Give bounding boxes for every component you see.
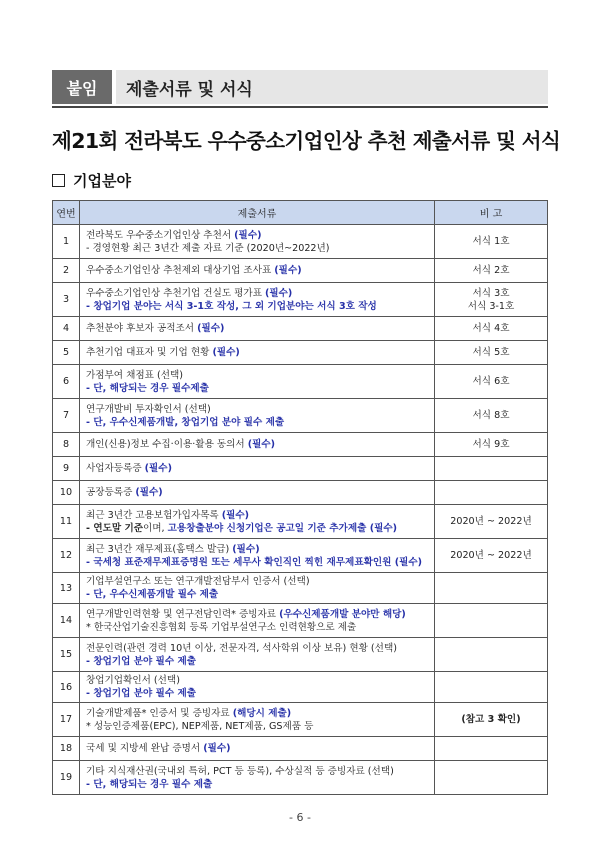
document-text: 공장등록증 (86, 487, 136, 498)
form-reference: 서식 3호 (472, 287, 510, 299)
row-number: 7 (53, 399, 80, 433)
document-text: 우수중소기업인상 추천기업 건실도 평가표 (86, 287, 266, 299)
document-cell (80, 317, 435, 341)
table-row (53, 672, 548, 703)
form-reference: 2020년 ~ 2022년 (450, 550, 532, 561)
document-line (86, 742, 428, 755)
document-line (86, 416, 428, 429)
appendix-header (52, 70, 548, 108)
document-line (86, 556, 428, 569)
document-line (86, 369, 428, 382)
table-row (53, 457, 548, 481)
requirement-text: - 단, 해당되는 경우 필수제출 (86, 382, 209, 394)
document-cell (80, 365, 435, 399)
form-reference: 서식 6호 (472, 376, 510, 387)
document-cell (80, 737, 435, 761)
document-cell (80, 341, 435, 365)
requirement-text: - 창업기업 분야 필수 제출 (86, 688, 197, 699)
table-row (53, 737, 548, 761)
appendix-title: 제출서류 및 서식 (126, 79, 253, 100)
document-cell (80, 604, 435, 638)
form-reference: 서식 5호 (472, 347, 510, 358)
document-cell (80, 283, 435, 317)
form-reference: 서식 2호 (472, 265, 510, 276)
requirement-text: - 창업기업 분야는 서식 3-1호 작성, 그 외 기업분야는 서식 3호 작성 (86, 300, 377, 312)
row-number: 2 (53, 259, 80, 283)
row-number: 16 (53, 672, 80, 703)
row-number: 8 (53, 433, 80, 457)
table-header-row (53, 201, 548, 225)
table-row (53, 365, 548, 399)
row-number: 6 (53, 365, 80, 399)
document-line (86, 608, 428, 621)
document-line (86, 522, 428, 535)
remark-cell (435, 365, 548, 399)
form-reference: (참고 3 확인) (461, 714, 521, 725)
document-text: 기술개발제품* 인증서 및 증빙자료 (86, 707, 233, 719)
row-number: 4 (53, 317, 80, 341)
remark-cell (435, 225, 548, 259)
document-line (86, 674, 428, 687)
form-reference: 서식 1호 (472, 236, 510, 247)
remark-cell (435, 317, 548, 341)
document-line (86, 720, 428, 733)
document-text: 사업자등록증 (86, 463, 145, 474)
document-line (86, 687, 428, 700)
requirement-text: 고용창출분야 신청기업은 공고일 기준 추가제출 (필수) (167, 522, 397, 534)
document-text: 국세 및 지방세 완납 증명서 (86, 743, 204, 754)
remark-cell (435, 399, 548, 433)
document-line (86, 287, 428, 300)
row-number: 11 (53, 505, 80, 539)
requirement-text: - 단, 해당되는 경우 필수 제출 (86, 778, 213, 790)
document-text: 최근 3년간 고용보험가입자목록 (86, 509, 222, 521)
remark-cell (435, 761, 548, 795)
document-cell (80, 399, 435, 433)
remark-cell (435, 341, 548, 365)
document-cell (80, 433, 435, 457)
document-cell (80, 539, 435, 573)
row-number: 9 (53, 457, 80, 481)
appendix-tag: 붙임 (52, 70, 112, 104)
row-number: 14 (53, 604, 80, 638)
requirement-text: (필수) (144, 463, 172, 474)
document-cell (80, 505, 435, 539)
table-row (53, 604, 548, 638)
row-number: 3 (53, 283, 80, 317)
document-line (86, 264, 428, 277)
remark-cell (435, 573, 548, 604)
document-text: 창업기업확인서 (선택) (86, 675, 180, 686)
remark-cell (435, 433, 548, 457)
table-row (53, 703, 548, 737)
remark-cell (435, 457, 548, 481)
requirement-text: - 단, 우수신제품개발 필수 제출 (86, 589, 219, 600)
table-row (53, 317, 548, 341)
requirement-text: (필수) (274, 265, 302, 276)
row-number: 15 (53, 638, 80, 672)
row-number: 13 (53, 573, 80, 604)
requirement-text: (우수신제품개발 분야만 해당) (279, 608, 406, 620)
document-text: 기업부설연구소 또는 연구개발전담부서 인증서 (선택) (86, 576, 310, 587)
document-line (86, 707, 428, 720)
remark-cell (435, 703, 548, 737)
document-line (86, 588, 428, 601)
requirement-text: (필수) (135, 487, 163, 498)
table-row (53, 481, 548, 505)
document-text: 기타 지식재산권(국내외 특허, PCT 등 등록), 수상실적 등 증빙자료 (선택) (86, 765, 394, 777)
document-cell (80, 259, 435, 283)
requirement-text: (필수) (265, 287, 293, 299)
document-line (86, 382, 428, 395)
table-row (53, 505, 548, 539)
document-cell (80, 457, 435, 481)
document-cell (80, 573, 435, 604)
table-row (53, 225, 548, 259)
table-row (53, 539, 548, 573)
document-cell (80, 672, 435, 703)
document-text: 연구개발인력현황 및 연구전담인력* 증빙자료 (86, 608, 280, 620)
document-line (86, 242, 428, 255)
document-text: 연구개발비 투자확인서 (선택) (86, 403, 211, 415)
document-cell (80, 638, 435, 672)
document-line (86, 543, 428, 556)
row-number: 12 (53, 539, 80, 573)
table-row (53, 573, 548, 604)
form-reference: 서식 3-1호 (467, 300, 515, 312)
requirement-text: (필수) (221, 509, 250, 521)
document-line (86, 778, 428, 791)
document-text: 이며, (143, 522, 168, 534)
document-line (86, 229, 428, 242)
submission-documents-table (52, 200, 548, 795)
remark-cell (435, 505, 548, 539)
document-line (86, 300, 428, 313)
row-number: 17 (53, 703, 80, 737)
document-text: 추천기업 대표자 및 기업 현황 (86, 347, 213, 358)
form-reference: 서식 9호 (472, 439, 510, 450)
row-number: 10 (53, 481, 80, 505)
row-number: 19 (53, 761, 80, 795)
remark-cell (435, 481, 548, 505)
section-heading (52, 170, 131, 191)
remark-cell (435, 638, 548, 672)
document-line (86, 621, 428, 634)
table-row (53, 433, 548, 457)
table-row (53, 341, 548, 365)
document-cell (80, 703, 435, 737)
document-text: * 한국산업기술진흥협회 등록 기업부설연구소 인력현황으로 제출 (86, 621, 357, 633)
document-line (86, 655, 428, 668)
requirement-text: (해당시 제출) (232, 707, 292, 719)
requirement-text: (필수) (232, 543, 260, 555)
remark-cell (435, 737, 548, 761)
document-text: 우수중소기업인상 추천제외 대상기업 조사표 (86, 265, 275, 276)
column-header-number: 연번 (53, 201, 80, 225)
requirement-text: - 단, 우수신제품개발, 창업기업 분야 필수 제출 (86, 416, 285, 428)
document-text: 개인(신용)정보 수집·이용·활용 동의서 (86, 439, 248, 450)
requirement-text: (필수) (247, 439, 276, 450)
requirement-text: - 국세청 표준재무제표증명원 또는 세무사 확인직인 찍힌 재무제표확인원 (필수) (86, 556, 423, 568)
requirement-text: (필수) (212, 347, 240, 358)
table-row (53, 761, 548, 795)
row-number: 5 (53, 341, 80, 365)
document-cell (80, 481, 435, 505)
document-line (86, 403, 428, 416)
document-line (86, 486, 428, 499)
table-row (53, 638, 548, 672)
remark-cell (435, 604, 548, 638)
document-text: 전라북도 우수중소기업인상 추천서 (86, 229, 235, 241)
requirement-text: (필수) (197, 323, 225, 334)
document-title: 제21회 전라북도 우수중소기업인상 추천 제출서류 및 서식 (52, 129, 561, 153)
remark-cell (435, 283, 548, 317)
column-header-documents: 제출서류 (80, 201, 435, 225)
column-header-remarks: 비 고 (435, 201, 548, 225)
form-reference: 서식 4호 (472, 323, 510, 334)
remark-cell (435, 259, 548, 283)
document-line (86, 642, 428, 655)
table-row (53, 399, 548, 433)
requirement-text: (필수) (203, 743, 231, 754)
table-row (53, 259, 548, 283)
document-text: 최근 3년간 재무제표(홈택스 발급) (86, 543, 233, 555)
document-line (86, 575, 428, 588)
document-line (86, 322, 428, 335)
row-number: 1 (53, 225, 80, 259)
document-text: - 연도말 기준 (86, 522, 143, 534)
document-text: 추천분야 후보자 공적조서 (86, 323, 198, 334)
document-text: - 경영현황 최근 3년간 제출 자료 기준 (2020년~2022년) (86, 242, 330, 254)
page-number: - 6 - (289, 811, 311, 824)
table-body (53, 225, 548, 795)
document-line (86, 438, 428, 451)
requirement-text: (필수) (234, 229, 262, 241)
section-label: 기업분야 (73, 172, 131, 190)
document-line (86, 462, 428, 475)
document-text: 전문인력(관련 경력 10년 이상, 전문자격, 석사학위 이상 보유) 현황 (선택) (86, 642, 397, 654)
form-reference: 서식 8호 (472, 410, 510, 421)
remark-cell (435, 672, 548, 703)
document-text: * 성능인증제품(EPC), NEP제품, NET제품, GS제품 등 (86, 720, 314, 732)
row-number: 18 (53, 737, 80, 761)
requirement-text: - 창업기업 분야 필수 제출 (86, 655, 197, 667)
appendix-title-box (116, 70, 548, 104)
remark-cell (435, 539, 548, 573)
document-cell (80, 761, 435, 795)
checkbox-square-icon (52, 174, 65, 187)
document-line (86, 765, 428, 778)
document-line (86, 509, 428, 522)
document-line (86, 346, 428, 359)
document-cell (80, 225, 435, 259)
table-row (53, 283, 548, 317)
form-reference: 2020년 ~ 2022년 (450, 516, 532, 527)
document-text: 가점부여 채점표 (선택) (86, 369, 183, 381)
